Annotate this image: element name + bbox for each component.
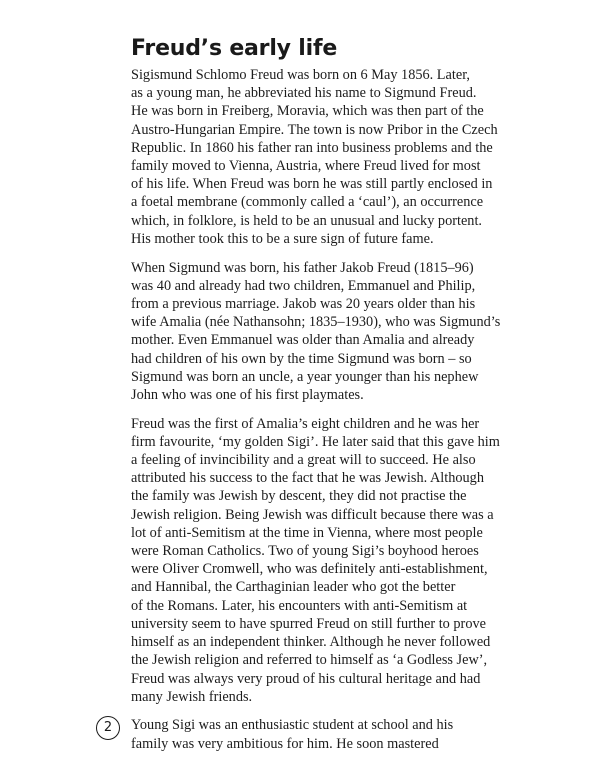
page-number: 2: [96, 716, 120, 740]
text-line: was 40 and already had two children, Emmanuel and Philip,: [131, 277, 476, 294]
text-line: were Oliver Cromwell, who was definitely anti-establishment,: [131, 561, 488, 578]
section-heading: Freud’s early life: [131, 36, 338, 61]
text-line: Republic. In 1860 his father ran into business problems and the: [131, 139, 493, 156]
text-line: firm favourite, ‘my golden Sigi’. He later said that this gave him: [131, 433, 500, 450]
text-line: His mother took this to be a sure sign of future fame.: [131, 230, 434, 247]
text-line: which, in folklore, is held to be an unusual and lucky portent.: [131, 212, 482, 229]
paragraph: [131, 259, 571, 405]
paragraph: [131, 716, 571, 752]
text-line: He was born in Freiberg, Moravia, which was then part of the: [131, 103, 484, 120]
text-line: from a previous marriage. Jakob was 20 years older than his: [131, 295, 476, 312]
text-line: university seem to have spurred Freud on still further to prove: [131, 615, 486, 632]
text-line: Sigmund was born an uncle, a year younger than his nephew: [131, 368, 479, 385]
text-line: Freud was always very proud of his cultural heritage and had: [131, 670, 481, 687]
paragraph: [131, 66, 571, 248]
text-line: lot of anti-Semitism at the time in Vienna, where most people: [131, 524, 483, 541]
paragraph: [131, 415, 571, 706]
text-line: himself as an independent thinker. Although he never followed: [131, 634, 491, 651]
body-text: [131, 66, 571, 763]
text-line: When Sigmund was born, his father Jakob Freud (1815–96): [131, 259, 474, 276]
text-line: Jewish religion. Being Jewish was difficult because there was a: [131, 506, 494, 523]
text-line: Austro-Hungarian Empire. The town is now Pribor in the Czech: [131, 121, 498, 138]
text-line: many Jewish friends.: [131, 688, 253, 705]
text-line: as a young man, he abbreviated his name to Sigmund Freud.: [131, 85, 477, 102]
text-line: the Jewish religion and referred to himself as ‘a Godless Jew’,: [131, 652, 488, 669]
text-line: Freud was the first of Amalia’s eight children and he was her: [131, 415, 480, 432]
text-line: attributed his success to the fact that he was Jewish. Although: [131, 470, 484, 487]
text-line: a foetal membrane (commonly called a ‘caul’), an occurrence: [131, 194, 484, 211]
text-line: family was very ambitious for him. He soon mastered: [131, 735, 439, 752]
text-line: of the Romans. Later, his encounters with anti-Semitism at: [131, 597, 468, 614]
text-line: of his life. When Freud was born he was still partly enclosed in: [131, 176, 493, 193]
text-line: mother. Even Emmanuel was older than Amalia and already: [131, 332, 475, 349]
text-line: the family was Jewish by descent, they did not practise the: [131, 488, 467, 505]
text-line: wife Amalia (née Nathansohn; 1835–1930), who was Sigmund’s: [131, 314, 501, 331]
text-line: Young Sigi was an enthusiastic student at school and his: [131, 717, 454, 734]
text-line: family moved to Vienna, Austria, where Freud lived for most: [131, 158, 481, 175]
text-line: had children of his own by the time Sigmund was born – so: [131, 350, 472, 367]
text-line: a feeling of invincibility and a great will to succeed. He also: [131, 452, 476, 469]
text-line: and Hannibal, the Carthaginian leader who got the better: [131, 579, 456, 596]
text-line: John who was one of his first playmates.: [131, 386, 364, 403]
text-line: were Roman Catholics. Two of young Sigi’s boyhood heroes: [131, 543, 479, 560]
text-line: Sigismund Schlomo Freud was born on 6 May 1856. Later,: [131, 67, 470, 83]
